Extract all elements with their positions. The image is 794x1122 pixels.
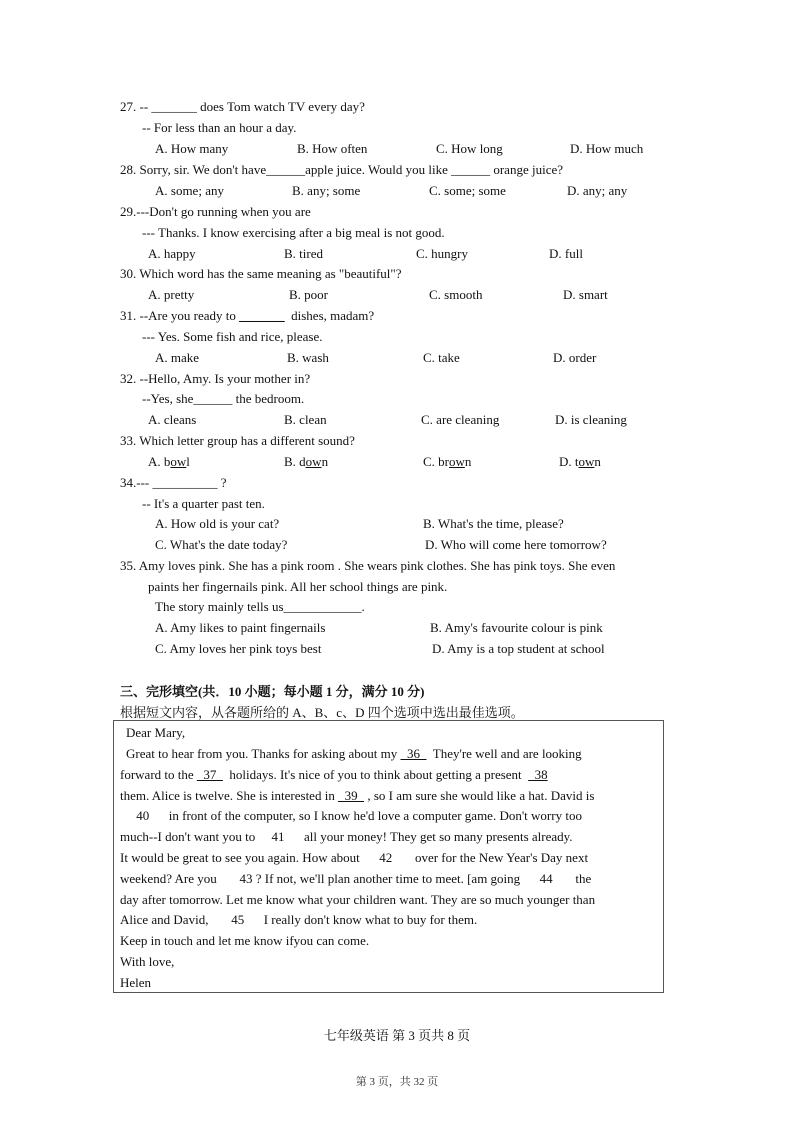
q32-option-d: D. is cleaning	[555, 412, 627, 427]
q29-option-d: D. full	[549, 246, 583, 261]
q31-stem-end: dishes, madam?	[284, 308, 375, 323]
q35-option-b: B. Amy's favourite colour is pink	[430, 620, 603, 635]
blank-36: 36	[400, 746, 427, 761]
page-footer: 七年级英语 第 3 页共 8 页	[323, 1028, 471, 1043]
passage-line: much--I don't want you to 41 all your money! They get so many presents already.	[120, 829, 573, 844]
q31-option-c: C. take	[423, 350, 460, 365]
passage-line: It would be great to see you again. How about 42 over for the New Year's Day next	[120, 850, 589, 865]
q33-option-c: C. brown	[423, 454, 472, 469]
q35-stem-line2: paints her fingernails pink. All her school things are pink.	[148, 579, 448, 594]
q33-option-c-mark: ow	[449, 454, 465, 469]
q29-option-a: A. happy	[148, 246, 196, 261]
passage-line: Keep in touch and let me know ifyou can come.	[120, 933, 370, 948]
q32-stem: 32. --Hello, Amy. Is your mother in?	[120, 371, 311, 386]
q33-option-d-mark: ow	[578, 454, 595, 469]
passage-line: Great to hear from you. Thanks for asking about my 36 They're well and are looking	[126, 746, 582, 761]
page-counter: 第 3 页，共 32 页	[355, 1076, 439, 1088]
blank-37: 37	[196, 767, 223, 782]
q30-option-a: A. pretty	[148, 287, 195, 302]
q35-option-c: C. Amy loves her pink toys best	[155, 641, 322, 656]
q27-option-a: A. How many	[155, 141, 229, 156]
passage-line: Alice and David, 45 I really don't know what to buy for them.	[120, 912, 478, 927]
letter-signature: Helen	[120, 975, 152, 990]
q27-reply: -- For less than an hour a day.	[142, 120, 297, 135]
q35-option-a: A. Amy likes to paint fingernails	[155, 620, 326, 635]
q33-stem: 33. Which letter group has a different sound?	[120, 433, 355, 448]
q31-option-d: D. order	[553, 350, 597, 365]
q29-option-c: C. hungry	[416, 246, 468, 261]
section-instruction: 根据短文内容，从各题所给的 A、B、c、D 四个选项中选出最佳选项。	[120, 705, 524, 720]
q34-option-c: C. What's the date today?	[155, 537, 288, 552]
passage-line: weekend? Are you 43 ? If not, we'll plan another time to meet. [am going 44 the	[120, 871, 592, 886]
q27-option-b: B. How often	[297, 141, 368, 156]
q27-option-c: C. How long	[436, 141, 503, 156]
q35-stem-line1: 35. Amy loves pink. She has a pink room . She wears pink clothes. She has pink toys. She even	[120, 558, 616, 573]
letter-closing: With love,	[120, 954, 175, 969]
passage-line: 40 in front of the computer, so I know he'd love a computer game. Don't worry too	[120, 808, 582, 823]
q35-stem-line3: The story mainly tells us____________.	[155, 599, 365, 614]
blank-38: 38	[528, 767, 548, 782]
passage-line: day after tomorrow. Let me know what your children want. They are so much younger than	[120, 892, 596, 907]
q33-option-b: B. down	[284, 454, 329, 469]
passage-line: them. Alice is twelve. She is interested in 39 , so I am sure she would like a hat. David is	[120, 788, 595, 803]
q29-option-b: B. tired	[284, 246, 323, 261]
q28-option-a: A. some; any	[155, 183, 224, 198]
q31-reply: --- Yes. Some fish and rice, please.	[142, 329, 323, 344]
q31-stem	[120, 308, 374, 324]
q34-stem: 34.--- __________ ?	[120, 475, 227, 490]
passage-line: forward to the 37 holidays. It's nice of you to think about getting a present 38	[120, 767, 548, 782]
q31-option-b: B. wash	[287, 350, 329, 365]
q33-option-a-mark: ow	[170, 454, 187, 469]
q30-option-c: C. smooth	[429, 287, 483, 302]
q32-option-b: B. clean	[284, 412, 327, 427]
q32-option-c: C. are cleaning	[421, 412, 500, 427]
q29-stem: 29.---Don't go running when you are	[120, 204, 311, 219]
q30-stem: 30. Which word has the same meaning as "beautiful"?	[120, 266, 402, 281]
q27-stem: 27. -- _______ does Tom watch TV every day?	[120, 99, 365, 114]
q28-option-d: D. any; any	[567, 183, 628, 198]
q33-option-d: D. town	[559, 454, 601, 469]
q34-reply: -- It's a quarter past ten.	[142, 496, 265, 511]
q34-option-a: A. How old is your cat?	[155, 516, 280, 531]
section-heading: 三、完形填空(共．10 小题；每小题 1 分，满分 10 分)	[120, 684, 425, 699]
q32-reply: --Yes, she______ the bedroom.	[142, 391, 305, 406]
q29-reply: --- Thanks. I know exercising after a big meal is not good.	[142, 225, 445, 240]
q28-option-c: C. some; some	[429, 183, 506, 198]
q34-option-b: B. What's the time, please?	[423, 516, 564, 531]
q35-option-d: D. Amy is a top student at school	[432, 641, 605, 656]
q33-option-a: A. bowl	[148, 454, 190, 469]
blank-39: 39	[338, 788, 365, 803]
q30-option-b: B. poor	[289, 287, 328, 302]
q31-stem-start: 31. --Are you ready to	[120, 308, 240, 323]
q27-option-d: D. How much	[570, 141, 644, 156]
q34-option-d: D. Who will come here tomorrow?	[425, 537, 607, 552]
q28-stem: 28. Sorry, sir. We don't have______apple juice. Would you like ______ orange juice?	[120, 162, 564, 177]
q31-option-a: A. make	[155, 350, 200, 365]
q28-option-b: B. any; some	[292, 183, 361, 198]
q32-option-a: A. cleans	[148, 412, 197, 427]
q31-blank: _______	[239, 308, 285, 323]
letter-greeting: Dear Mary,	[126, 725, 186, 740]
q30-option-d: D. smart	[563, 287, 608, 302]
q33-option-b-mark: ow	[305, 454, 322, 469]
